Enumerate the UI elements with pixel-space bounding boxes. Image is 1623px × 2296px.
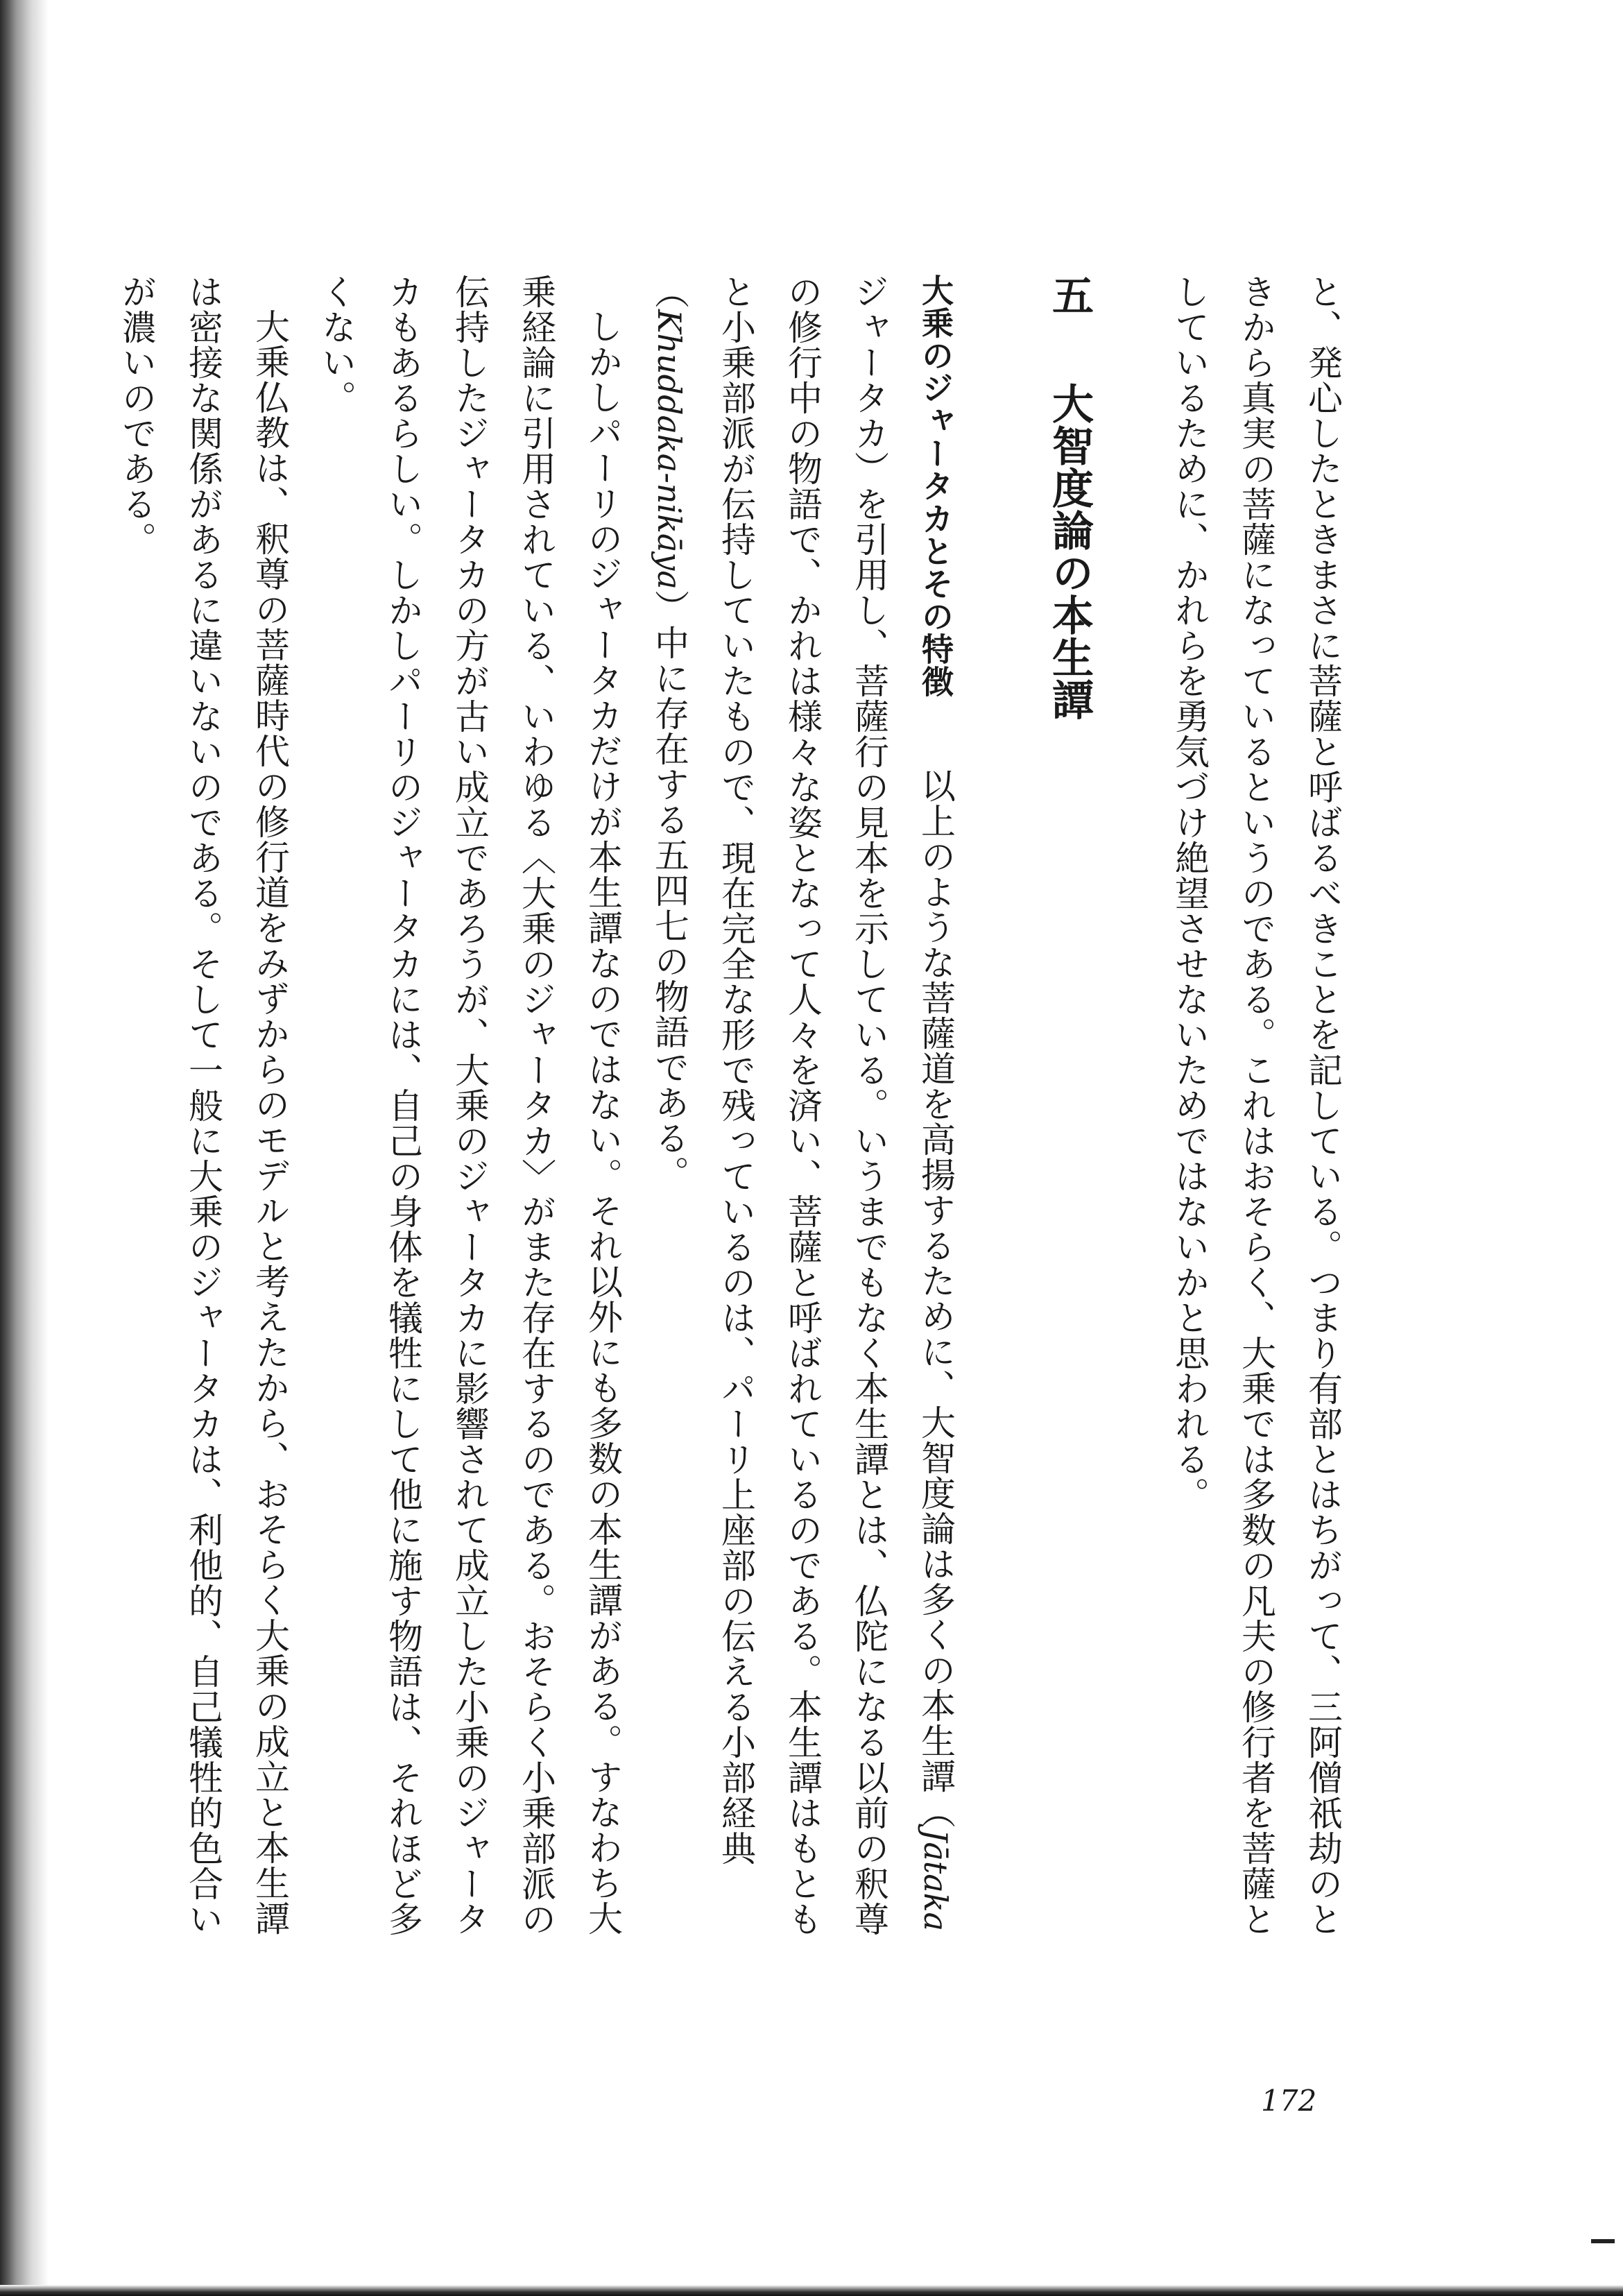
- scan-edge-mark: [1591, 2239, 1615, 2243]
- section-title: 大智度論の本生譚: [1045, 382, 1094, 721]
- subheading: 大乗のジャータカとその特徴: [917, 274, 954, 698]
- paragraph-1-text-c: ）中に存在する五四七の物語である。: [649, 589, 689, 1191]
- section-number: 五: [1045, 274, 1094, 316]
- paragraph-1-text-b: ジャータカ）を引用し、菩薩行の見本を示している。いうまでもなく本生譚とは、仏陀になる以前の釈尊の修行中の物語で、かれは様々な姿となって人々を済い、菩薩と呼ばれているのである。本生譚はもともと小乗部派が伝持していたもので、現在完全な形で残っているのは、パーリ上座部の伝える小部経典（: [649, 274, 889, 1937]
- section-heading: [1024, 274, 1115, 1953]
- page-number: 172: [1261, 2084, 1317, 2118]
- paragraph-3: 大乗仏教は、釈尊の菩薩時代の修行道をみずからのモデルと考えたから、おそらく大乗の成立と本生譚は密接な関係があるに違いないのである。そして一般に大乗のジャータカは、利他的、自己犠牲的色合いが濃いのである。: [117, 274, 290, 1937]
- paragraph-1-text-a: 以上のような菩薩道を高揚するために、大智度論は多くの本生譚（: [916, 768, 956, 1829]
- paragraph-1: [636, 274, 969, 1953]
- term-jataka: Jātaka: [917, 1829, 954, 1932]
- scan-bottom-edge: [0, 2285, 1623, 2296]
- continuation-paragraph: と、発心したときまさに菩薩と呼ばるべきことを記している。つまり有部とはちがって、三阿僧祇劫のときから真実の菩薩になっているというのである。これはおそらく、大乗では多数の凡夫の修行者を菩薩としているために、かれらを勇気づけ絶望させないためではないかと思われる。: [1169, 274, 1343, 1937]
- paragraph-2: しかしパーリのジャータカだけが本生譚なのではない。それ以外にも多数の本生譚がある。すなわち大乗経論に引用されている、いわゆる〈大乗のジャータカ〉がまた存在するのである。おそらく小乗部派の伝持したジャータカの方が古い成立であろうが、大乗のジャータカに影響されて成立した小乗のジャータカもあるらしい。しかしパーリのジャータカには、自己の身体を犠牲にして他に施す物語は、それほど多くない。: [316, 274, 623, 1937]
- term-khuddaka-nikaya: Khuddaka-nikāya: [651, 309, 688, 590]
- page-body: [3, 274, 1356, 1953]
